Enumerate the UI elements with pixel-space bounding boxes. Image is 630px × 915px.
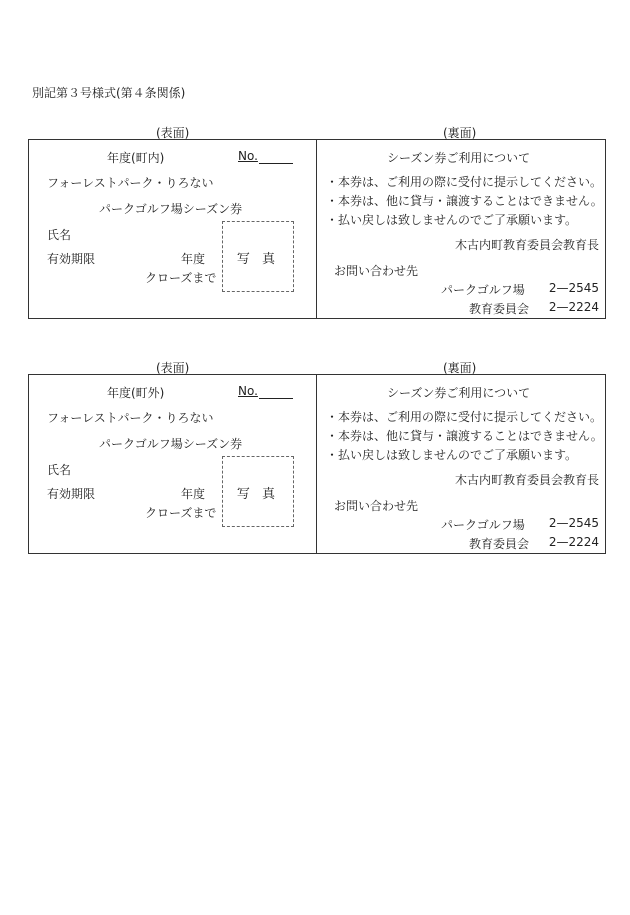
year-type: 年度(町内) <box>107 151 165 165</box>
contact-phone: 2—2545 <box>548 516 599 530</box>
front-side-label: (表面) <box>156 361 190 375</box>
season-ticket-card <box>28 139 606 319</box>
year-label: 年度 <box>181 252 206 266</box>
contact-label: お問い合わせ先 <box>334 264 419 278</box>
card-divider <box>316 375 317 553</box>
year-label: 年度 <box>181 487 206 501</box>
name-label: 氏名 <box>47 463 72 477</box>
facility-name: フォーレストパーク・りろない <box>47 176 214 190</box>
photo-box <box>222 456 294 527</box>
contact-name: パークゴルフ場 <box>441 283 525 297</box>
number-underline <box>259 163 293 164</box>
contact-phone: 2—2224 <box>548 535 599 549</box>
number-underline <box>259 398 293 399</box>
contact-phone: 2—2224 <box>548 300 599 314</box>
usage-notes <box>326 408 603 465</box>
usage-note: ・本券は、他に貸与・譲渡することはできません。 <box>326 194 603 208</box>
form-title: 別記第３号様式(第４条関係) <box>32 86 186 100</box>
contact-name: パークゴルフ場 <box>441 518 525 532</box>
contact-phone: 2—2545 <box>548 281 599 295</box>
usage-note: ・本券は、ご利用の際に受付に提示してください。 <box>326 410 603 424</box>
card-divider <box>316 140 317 318</box>
validity-label: 有効期限 <box>47 487 96 501</box>
contact-name: 教育委員会 <box>469 537 530 551</box>
usage-note: ・払い戻しは致しませんのでご了承願います。 <box>326 213 578 227</box>
usage-note: ・本券は、他に貸与・譲渡することはできません。 <box>326 429 603 443</box>
photo-label: 写 真 <box>236 252 280 267</box>
back-side-label: (裏面) <box>443 361 477 375</box>
usage-heading: シーズン券ご利用について <box>387 386 531 400</box>
facility-name: フォーレストパーク・りろない <box>47 411 214 425</box>
issuer: 木古内町教育委員会教育長 <box>454 238 599 252</box>
usage-heading: シーズン券ご利用について <box>387 151 531 165</box>
contact-name: 教育委員会 <box>469 302 530 316</box>
name-label: 氏名 <box>47 228 72 242</box>
contact-label: お問い合わせ先 <box>334 499 419 513</box>
until-close-label: クローズまで <box>145 271 217 285</box>
usage-notes <box>326 173 603 230</box>
photo-box <box>222 221 294 292</box>
issuer: 木古内町教育委員会教育長 <box>454 473 599 487</box>
until-close-label: クローズまで <box>145 506 217 520</box>
front-side-label: (表面) <box>156 126 190 140</box>
validity-label: 有効期限 <box>47 252 96 266</box>
photo-label: 写 真 <box>236 487 280 502</box>
ticket-name: パークゴルフ場シーズン券 <box>99 202 243 216</box>
year-type: 年度(町外) <box>107 386 165 400</box>
number-label: No. <box>238 149 258 163</box>
number-label: No. <box>238 384 258 398</box>
season-ticket-card <box>28 374 606 554</box>
usage-note: ・本券は、ご利用の際に受付に提示してください。 <box>326 175 603 189</box>
back-side-label: (裏面) <box>443 126 477 140</box>
ticket-name: パークゴルフ場シーズン券 <box>99 437 243 451</box>
usage-note: ・払い戻しは致しませんのでご了承願います。 <box>326 448 578 462</box>
